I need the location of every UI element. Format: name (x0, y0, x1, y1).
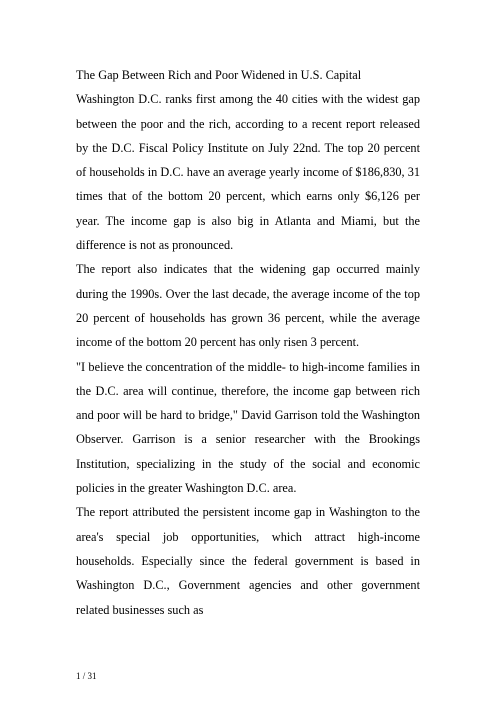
document-title: The Gap Between Rich and Poor Widened in U.S. Capital (76, 68, 362, 82)
page-number: 1 / 31 (76, 671, 97, 681)
paragraph-4: The report attributed the persistent income gap in Washington to the area's special job opportunities, which attract high-income households. Especially since the federal government is based in Washington D.C., Government agencies and other government related businesses such as (76, 505, 420, 617)
paragraph-1: Washington D.C. ranks first among the 40 cities with the widest gap between the poor and the rich, according to a recent report released by the D.C. Fiscal Policy Institute on July 22nd. The top 20 percent of households in D.C. have an average yearly income of $186,830, 31 times that of the bottom 20 percent, which earns only $6,126 per year. The income gap is also big in Atlanta and Miami, but the difference is not as pronounced. (76, 92, 420, 253)
paragraph-2: The report also indicates that the widening gap occurred mainly during the 1990s. Over the last decade, the average income of the top 20 percent of households has grown 36 percent, while the average income of the bottom 20 percent has only risen 3 percent. (76, 262, 420, 350)
paragraph-3: "I believe the concentration of the middle- to high-income families in the D.C. area will continue, therefore, the income gap between rich and poor will be hard to bridge," David Garrison told the Washington Observer. Garrison is a senior researcher with the Brookings Institution, specializing in the study of the social and economic policies in the greater Washington D.C. area. (76, 359, 420, 496)
document-body (76, 63, 420, 622)
